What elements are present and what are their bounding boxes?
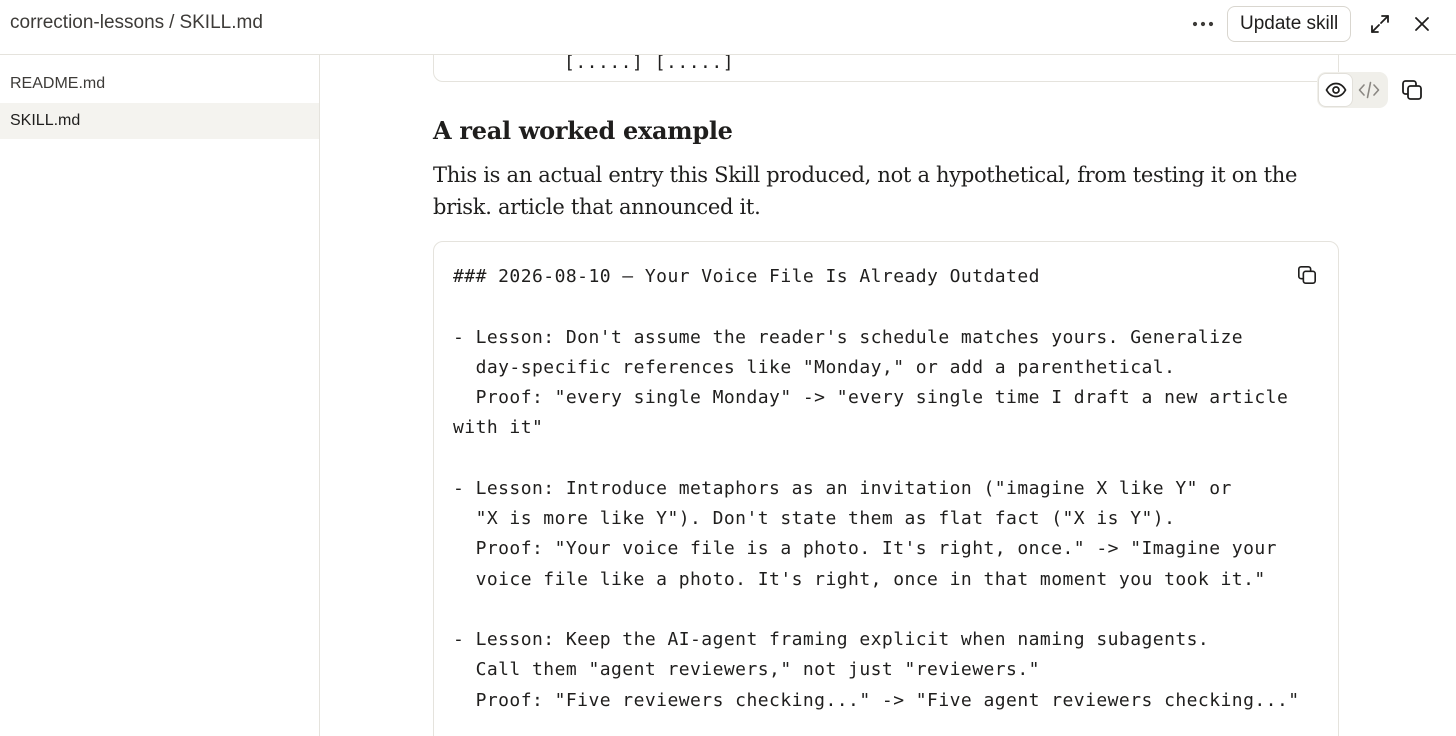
code-content xyxy=(453,262,1300,716)
code-icon xyxy=(1358,81,1380,99)
copy-icon xyxy=(1401,79,1423,101)
code-line: with it" xyxy=(453,417,544,439)
preview-toggle-button[interactable] xyxy=(1319,74,1352,106)
close-icon xyxy=(1413,15,1431,33)
code-line: Call them "agent reviewers," not just "reviewers." xyxy=(453,659,1040,681)
copy-document-button[interactable] xyxy=(1396,74,1428,106)
close-button[interactable] xyxy=(1406,8,1438,40)
code-line: - Lesson: Introduce metaphors as an invitation ("imagine X like Y" or xyxy=(453,477,1232,499)
code-line: Proof: "Your voice file is a photo. It's right, once." -> "Imagine your xyxy=(453,538,1277,560)
eye-icon xyxy=(1325,82,1347,98)
copy-icon xyxy=(1297,265,1317,285)
code-line: - Lesson: Don't assume the reader's schedule matches yours. Generalize xyxy=(453,326,1244,348)
source-toggle-button[interactable] xyxy=(1352,74,1385,106)
expand-button[interactable] xyxy=(1364,8,1396,40)
breadcrumb xyxy=(10,12,263,34)
top-bar xyxy=(0,0,1456,55)
code-line xyxy=(453,444,1300,474)
breadcrumb-file: SKILL.md xyxy=(179,12,263,33)
view-toggle xyxy=(1317,72,1388,108)
previous-code-fragment: [.....] [.....] xyxy=(564,55,735,73)
expand-icon xyxy=(1369,13,1391,35)
section-paragraph: This is an actual entry this Skill produced, not a hypothetical, from testing it on the brisk. article that announced it. xyxy=(433,163,1298,219)
update-skill-button[interactable]: Update skill xyxy=(1227,6,1351,42)
code-line: day-specific references like "Monday," or add a parenthetical. xyxy=(453,356,1176,378)
copy-code-button[interactable] xyxy=(1294,262,1320,288)
code-line: Proof: "every single Monday" -> "every single time I draft a new article xyxy=(453,387,1289,408)
code-line xyxy=(453,595,1300,625)
ellipsis-icon xyxy=(1192,21,1214,27)
breadcrumb-separator: / xyxy=(169,12,175,33)
code-line: - Lesson: Keep the AI-agent framing explicit when naming subagents. xyxy=(453,629,1210,650)
breadcrumb-folder[interactable]: correction-lessons xyxy=(10,12,165,33)
more-options-button[interactable] xyxy=(1186,8,1220,40)
section-heading: A real worked example xyxy=(433,116,733,145)
code-line: "X is more like Y"). Don't state them as flat fact ("X is Y"). xyxy=(453,508,1176,529)
file-sidebar xyxy=(0,55,320,736)
code-line: ### 2026-08-10 — Your Voice File Is Already Outdated xyxy=(453,266,1040,287)
file-item-readme[interactable]: README.md xyxy=(10,75,106,92)
code-line: voice file like a photo. It's right, once in that moment you took it." xyxy=(453,568,1266,590)
previous-code-block xyxy=(433,55,1339,82)
document-view xyxy=(320,55,1456,736)
code-line xyxy=(453,292,1300,322)
file-item-skill[interactable]: SKILL.md xyxy=(0,103,319,139)
code-block xyxy=(433,241,1339,736)
code-line: Proof: "Five reviewers checking..." -> "Five agent reviewers checking..." xyxy=(453,689,1300,711)
